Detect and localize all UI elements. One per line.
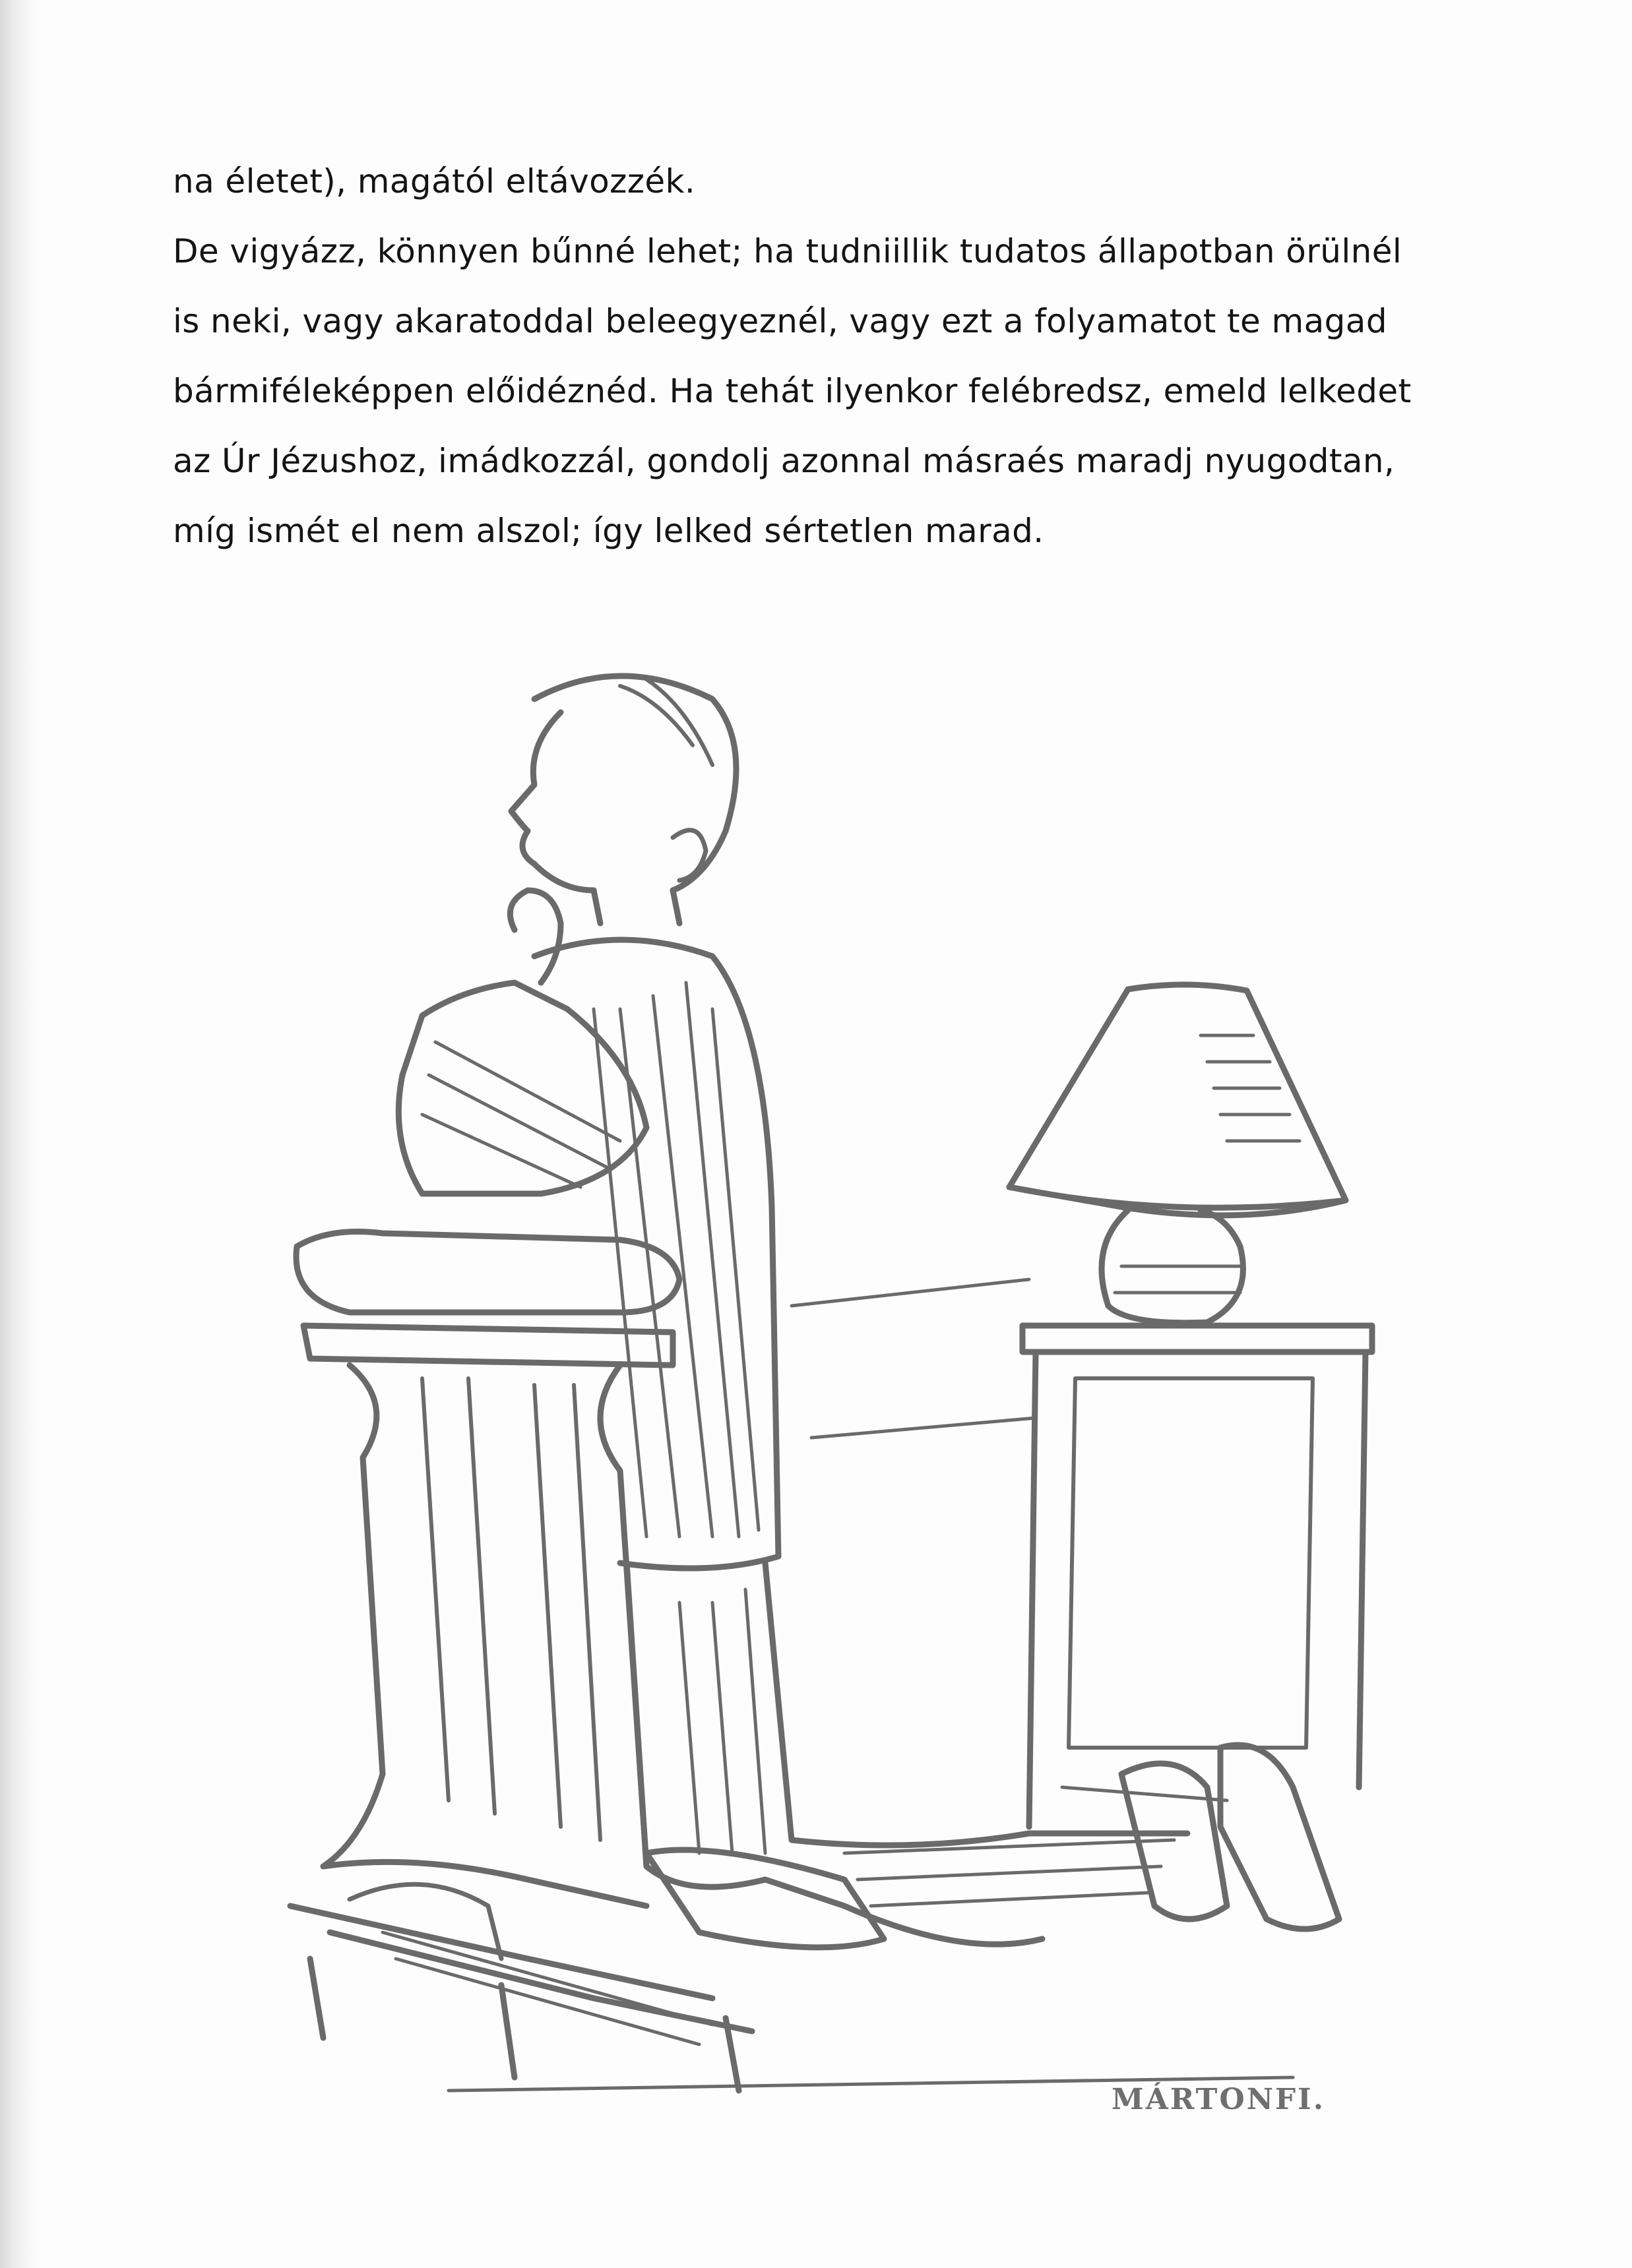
text-line-6: míg ismét el nem alszol; így lelked sértetlen marad. bbox=[173, 512, 1044, 550]
illustration-drawing bbox=[251, 613, 1412, 2143]
text-line-5: az Úr Jézushoz, imádkozzál, gondolj azonnal másraés maradj nyugodtan, bbox=[173, 442, 1395, 480]
lamp-icon bbox=[1009, 985, 1346, 1323]
body-text bbox=[173, 146, 1492, 566]
praying-man-illustration bbox=[251, 613, 1412, 2143]
artist-signature: MÁRTONFI. bbox=[1112, 2083, 1326, 2116]
text-line-2: De vigyázz, könnyen bűnné lehet; ha tudniillik tudatos állapotban örülnél bbox=[173, 232, 1402, 270]
text-line-1: na életet), magától eltávozzék. bbox=[173, 162, 696, 200]
bedside-table-icon bbox=[1022, 1326, 1372, 1827]
page-edge-shadow bbox=[0, 0, 40, 2268]
text-line-3: is neki, vagy akaratoddal beleegyeznél, vagy ezt a folyamatot te magad bbox=[173, 302, 1387, 340]
text-line-4: bármiféleképpen előidéznéd. Ha tehát ilyenkor felébredsz, emeld lelkedet bbox=[173, 372, 1412, 410]
